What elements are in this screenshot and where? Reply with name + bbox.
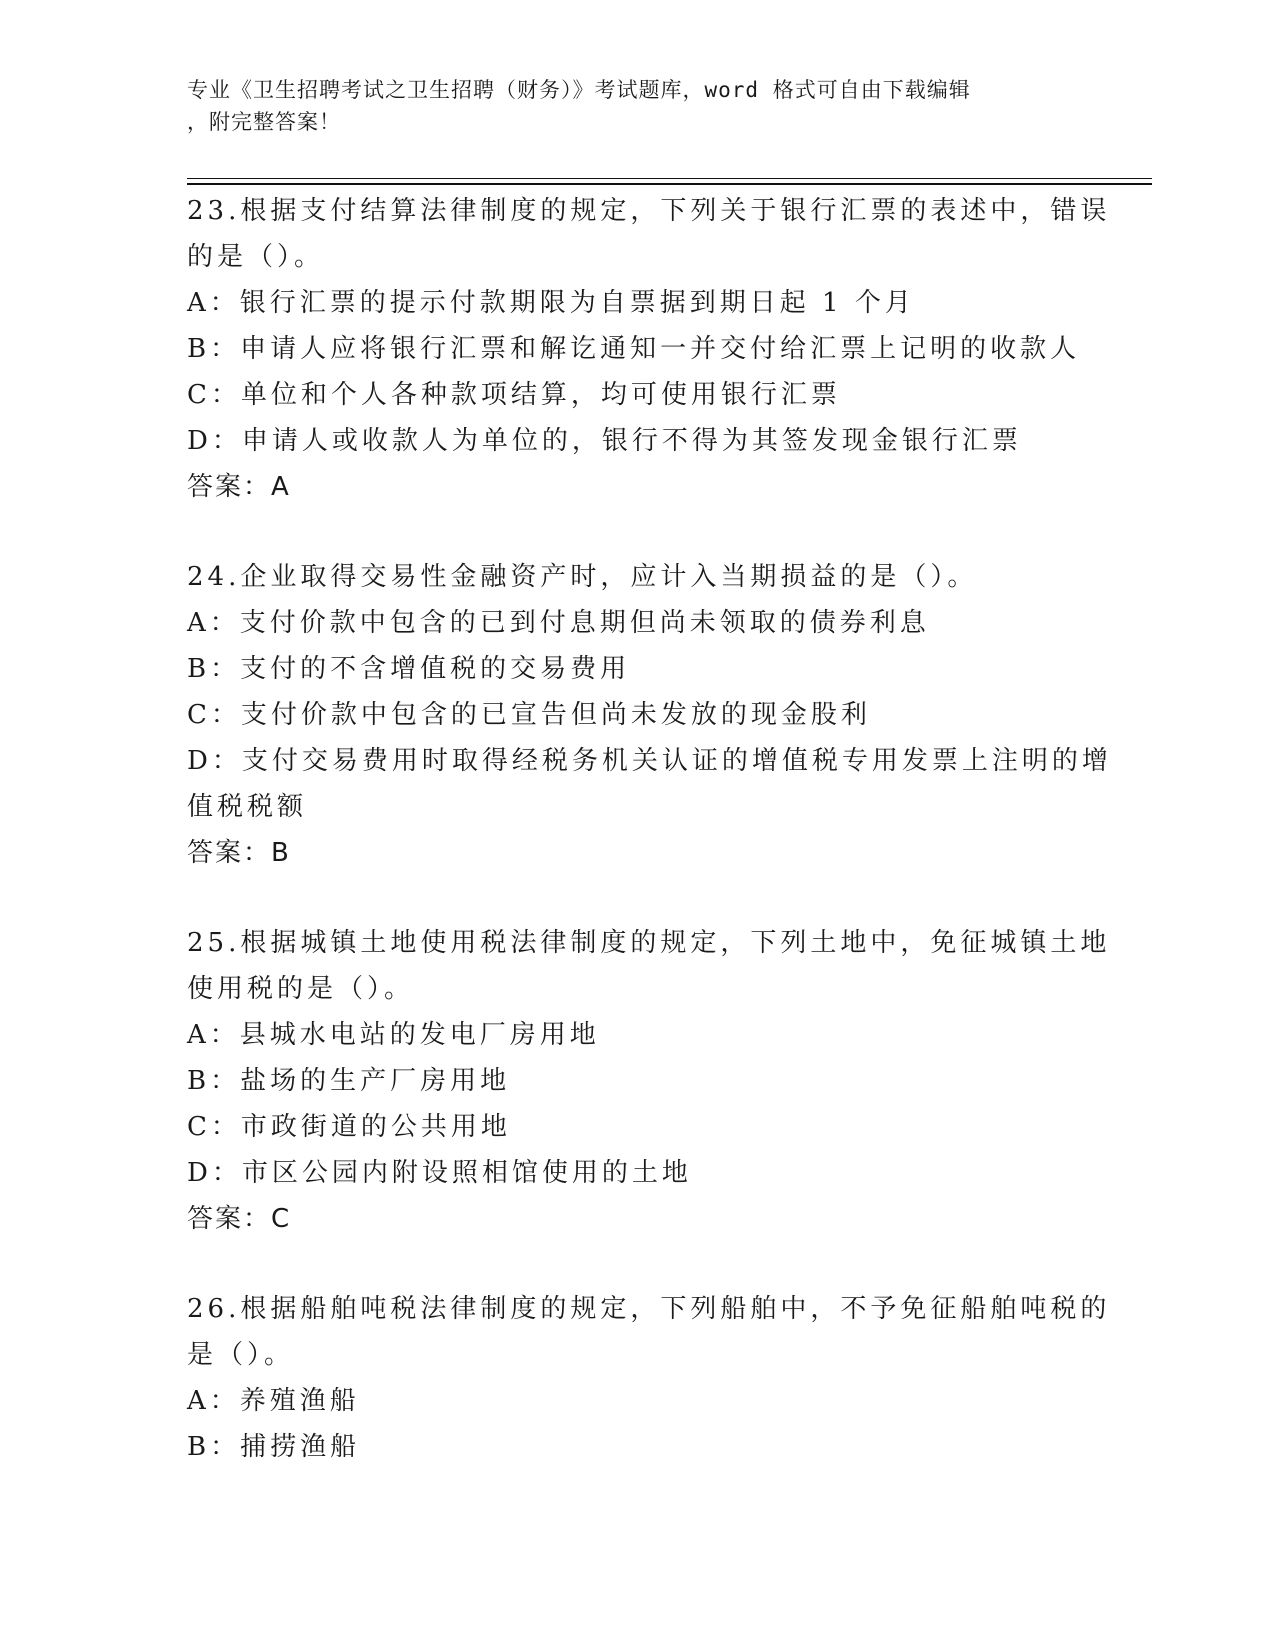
question-stem-line: 是（）。 — [187, 1340, 295, 1370]
question-block — [187, 1286, 1111, 1470]
question-spacer — [187, 510, 1087, 554]
answer-option-line: D：市区公园内附设照相馆使用的土地 — [187, 1158, 692, 1188]
answer-option-line: B：申请人应将银行汇票和解讫通知一并交付给汇票上记明的收款人 — [187, 334, 1081, 364]
document-header — [187, 74, 1067, 138]
header-line-2: ，附完整答案！ — [187, 110, 341, 134]
header-divider-thin — [187, 178, 1152, 179]
answer-option-line: A：支付价款中包含的已到付息期但尚未领取的债券利息 — [187, 608, 930, 638]
question-stem-line: 的是（）。 — [187, 242, 325, 272]
answer-key: 答案：A — [187, 472, 291, 502]
answer-option-line: A：养殖渔船 — [187, 1386, 360, 1416]
answer-option-line: B：盐场的生产厂房用地 — [187, 1066, 511, 1096]
header-divider-thick — [187, 183, 1152, 185]
answer-option-line: 值税税额 — [187, 792, 308, 822]
answer-option-line: B：捕捞渔船 — [187, 1432, 361, 1462]
answer-option-line: A：银行汇票的提示付款期限为自票据到期日起 1 个月 — [187, 288, 915, 318]
question-block — [187, 920, 1111, 1242]
answer-key: 答案：C — [187, 1204, 292, 1234]
answer-option-line: D：支付交易费用时取得经税务机关认证的增值税专用发票上注明的增 — [187, 746, 1112, 776]
answer-option-line: B：支付的不含增值税的交易费用 — [187, 654, 631, 684]
question-spacer — [187, 1242, 1087, 1286]
header-line-1: 专业《卫生招聘考试之卫生招聘（财务）》考试题库，word 格式可自由下载编辑 — [187, 78, 971, 102]
question-list — [187, 188, 1112, 1470]
question-block — [187, 188, 1111, 510]
answer-option-line: C：单位和个人各种款项结算，均可使用银行汇票 — [187, 380, 841, 410]
question-block — [187, 554, 1112, 876]
answer-option-line: C：支付价款中包含的已宣告但尚未发放的现金股利 — [187, 700, 871, 730]
question-stem-line: 23.根据支付结算法律制度的规定，下列关于银行汇票的表述中，错误 — [187, 196, 1111, 226]
question-spacer — [187, 876, 1087, 920]
answer-option-line: C：市政街道的公共用地 — [187, 1112, 511, 1142]
answer-option-line: A：县城水电站的发电厂房用地 — [187, 1020, 600, 1050]
question-stem-line: 26.根据船舶吨税法律制度的规定，下列船舶中，不予免征船舶吨税的 — [187, 1294, 1111, 1324]
question-stem-line: 使用税的是（）。 — [187, 974, 415, 1004]
answer-option-line: D：申请人或收款人为单位的，银行不得为其签发现金银行汇票 — [187, 426, 1022, 456]
question-stem-line: 25.根据城镇土地使用税法律制度的规定，下列土地中，免征城镇土地 — [187, 928, 1111, 958]
question-stem-line: 24.企业取得交易性金融资产时，应计入当期损益的是（）。 — [187, 562, 978, 592]
answer-key: 答案：B — [187, 838, 291, 868]
